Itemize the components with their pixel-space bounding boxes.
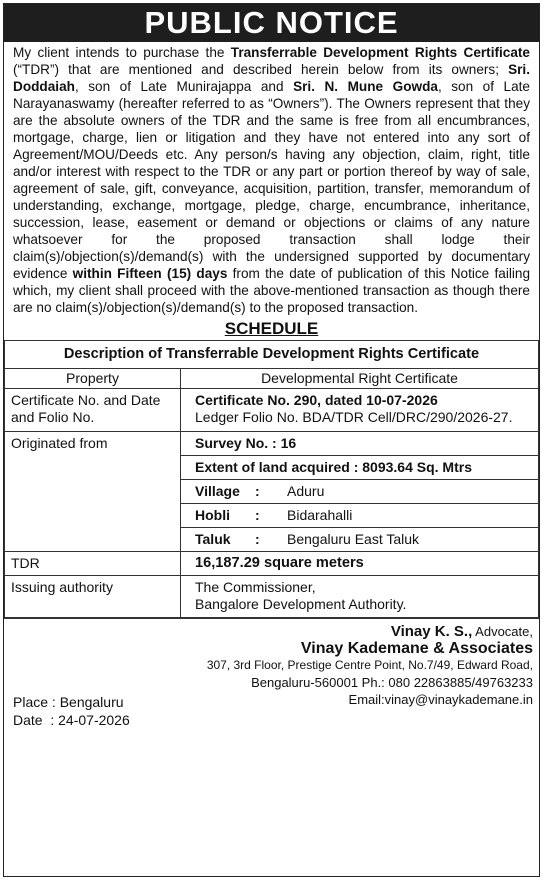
hobli-cell <box>181 504 539 528</box>
schedule-description: Description of Transferrable Development Rights Certificate <box>5 341 539 369</box>
cell-certificate <box>181 389 539 432</box>
hobli-label: Hobli <box>195 507 230 523</box>
certificate-number: Certificate No. 290, dated 10-07-2026 <box>195 392 438 408</box>
row-label-origin: Originated from <box>5 432 181 552</box>
paragraph-text: from the date of publication of this Notice failing which, my client shall proceed with the above-mentioned transaction as though there are no claim(s)/objection(s)/demand(s) to the proposed transaction. <box>13 266 531 315</box>
address-line-2: Bengaluru-560001 Ph.: 080 22863885/49763233 <box>251 675 533 690</box>
extent-value: 8093.64 Sq. Mtrs <box>362 459 472 475</box>
authority-line-2: Bangalore Development Authority. <box>195 596 407 612</box>
notice-banner: PUBLIC NOTICE <box>4 4 539 42</box>
survey-number: Survey No. : 16 <box>181 432 539 456</box>
paragraph-text: My client intends to purchase the <box>13 45 231 60</box>
email-text: Email:vinay@vinaykademane.in <box>348 692 533 707</box>
village-value: Aduru <box>287 483 325 499</box>
advocate-title: Advocate, <box>472 624 533 639</box>
extent-cell <box>181 456 539 480</box>
paragraph-bold-text: Sri. N. Mune Gowda <box>293 79 438 94</box>
notice-paragraph <box>4 42 539 316</box>
row-label-tdr: TDR <box>5 552 181 576</box>
extent-label: Extent of land acquired : <box>195 459 363 475</box>
colon: : <box>255 483 260 499</box>
schedule-table <box>4 340 539 618</box>
schedule-title: SCHEDULE <box>224 319 319 338</box>
public-notice <box>3 3 540 877</box>
date-text: Date : 24-07-2026 <box>13 712 130 728</box>
taluk-label: Taluk <box>195 531 231 547</box>
paragraph-bold-text: within Fifteen (15) days <box>72 266 228 281</box>
hobli-value: Bidarahalli <box>287 507 353 523</box>
place-date-block <box>13 693 130 729</box>
village-cell <box>181 480 539 504</box>
paragraph-text: (“TDR”) that are mentioned and described herein below from its owners; <box>13 62 509 77</box>
advocate-name: Vinay K. S., <box>390 623 473 640</box>
row-label-certificate: Certificate No. and Date and Folio No. <box>5 389 181 432</box>
table-row <box>5 432 539 456</box>
village-label: Village <box>195 483 240 499</box>
colon: : <box>255 507 260 523</box>
taluk-cell <box>181 528 539 552</box>
advocate-name-line <box>207 623 533 640</box>
table-row <box>5 576 539 618</box>
address-line-1: 307, 3rd Floor, Prestige Centre Point, No.7/49, Edward Road, <box>206 658 533 672</box>
column-header-property: Property <box>5 369 181 389</box>
taluk-value: Bengaluru East Taluk <box>287 531 420 547</box>
table-row <box>5 552 539 576</box>
row-label-authority: Issuing authority <box>5 576 181 618</box>
authority-cell <box>181 576 539 618</box>
tdr-value: 16,187.29 square meters <box>181 552 539 576</box>
signature-block <box>207 623 533 708</box>
paragraph-text: , son of Late Narayanaswamy (hereafter referred to as “Owners”). The Owners represent that they are the absolute owners of the TDR and the same is free from all encumbrances, mortgage, charge, lien or litigation and they have not entered into any sort of Agreement/MOU/Deeds etc. Any person/s having any objection, claim, right, title and/or interest with respect to the TDR or any part or portion thereof by way of sale, agreement of sale, gift, conveyance, acquisition, partition, transfer, memorandum of understanding, exchange, mortgage, pledge, charge, encumbrance, inheritance, succession, lease, easement or demand or objections or claims of any nature whatsoever for the proposed transaction shall lodge their claim(s)/objection(s)/demand(s) with the undersigned supported by documentary evidence <box>13 79 530 281</box>
table-row <box>5 389 539 432</box>
place-text: Place : Bengaluru <box>13 694 124 710</box>
paragraph-bold-text: Transferrable Development Rights Certificate <box>230 45 530 60</box>
colon: : <box>255 531 260 547</box>
table-header-row <box>5 369 539 389</box>
column-header-certificate: Developmental Right Certificate <box>181 369 539 389</box>
table-row <box>5 341 539 369</box>
authority-line-1: The Commissioner, <box>195 579 316 595</box>
paragraph-bold-text: Sri. Doddaiah <box>13 62 530 94</box>
notice-footer <box>4 618 539 737</box>
firm-name: Vinay Kademane & Associates <box>300 640 533 657</box>
paragraph-text: , son of Late Munirajappa and <box>74 79 294 94</box>
ledger-folio: Ledger Folio No. BDA/TDR Cell/DRC/290/2026-27. <box>195 409 513 425</box>
